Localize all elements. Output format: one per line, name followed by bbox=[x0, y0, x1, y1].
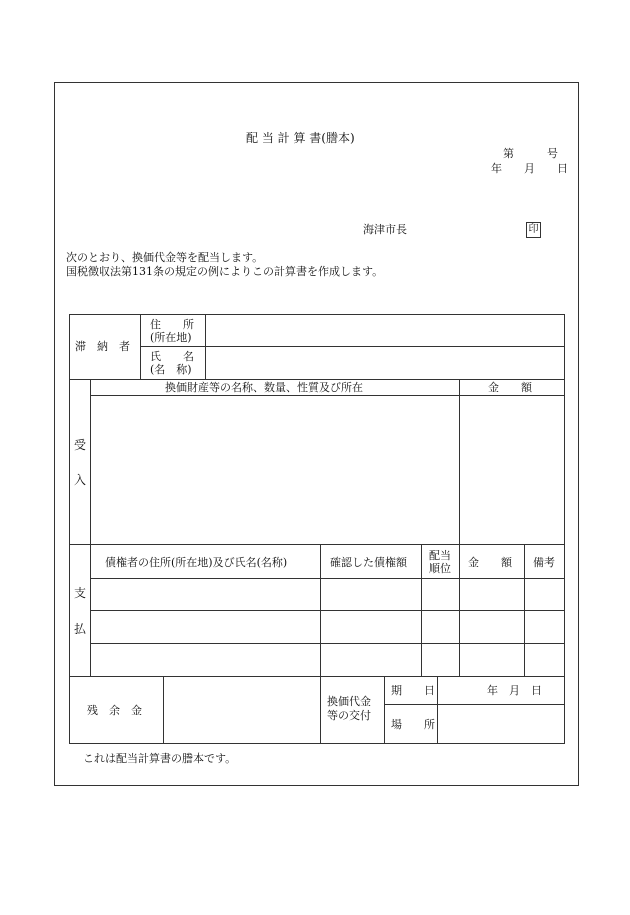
table-bottom-border bbox=[69, 743, 565, 744]
name-label: 氏 名 bbox=[150, 350, 194, 363]
delivery-date-label: 期 日 bbox=[391, 684, 435, 697]
intro-line-1: 次のとおり、換価代金等を配当します。 bbox=[66, 251, 264, 264]
footer-note: これは配当計算書の謄本です。 bbox=[83, 752, 237, 765]
confirmed-amount-header: 確認した債権額 bbox=[330, 556, 407, 569]
creditor-header: 債権者の住所(所在地)及び氏名(名称) bbox=[105, 556, 288, 569]
address-label: 住 所 bbox=[150, 318, 194, 331]
name-label-sub: (名 称) bbox=[150, 363, 192, 376]
payment-amount-header: 金 額 bbox=[468, 556, 512, 569]
order-header-2: 順位 bbox=[429, 562, 451, 575]
document-title: 配 当 計 算 書(謄本) bbox=[246, 131, 355, 145]
payment-side-label-2: 払 bbox=[74, 622, 87, 636]
document-number: 第 号 bbox=[503, 147, 558, 160]
order-header-1: 配当 bbox=[429, 549, 451, 562]
receipt-side-label-1: 受 bbox=[74, 438, 87, 452]
payment-side-label-1: 支 bbox=[74, 586, 87, 600]
table-top-border bbox=[69, 314, 565, 315]
issuer-name: 海津市長 bbox=[363, 223, 407, 236]
delivery-label-1: 換価代金 bbox=[327, 695, 371, 708]
delivery-place-label: 場 所 bbox=[391, 718, 435, 731]
seal-mark: 印 bbox=[526, 222, 541, 238]
receipt-amount-header: 金 額 bbox=[488, 381, 532, 394]
document-frame bbox=[54, 82, 579, 786]
balance-label: 残 余 金 bbox=[87, 704, 142, 717]
delivery-date-value: 年 月 日 bbox=[487, 684, 542, 697]
delivery-label-2: 等の交付 bbox=[327, 709, 371, 722]
property-header: 換価財産等の名称、数量、性質及び所在 bbox=[165, 381, 363, 394]
receipt-side-label-2: 入 bbox=[74, 473, 87, 487]
address-label-sub: (所在地) bbox=[150, 331, 192, 344]
intro-line-2: 国税徴収法第131条の規定の例によりこの計算書を作成します。 bbox=[66, 265, 384, 278]
delinquent-label: 滞 納 者 bbox=[75, 340, 130, 353]
document-date: 年 月 日 bbox=[491, 162, 568, 175]
remarks-header: 備考 bbox=[533, 556, 555, 569]
